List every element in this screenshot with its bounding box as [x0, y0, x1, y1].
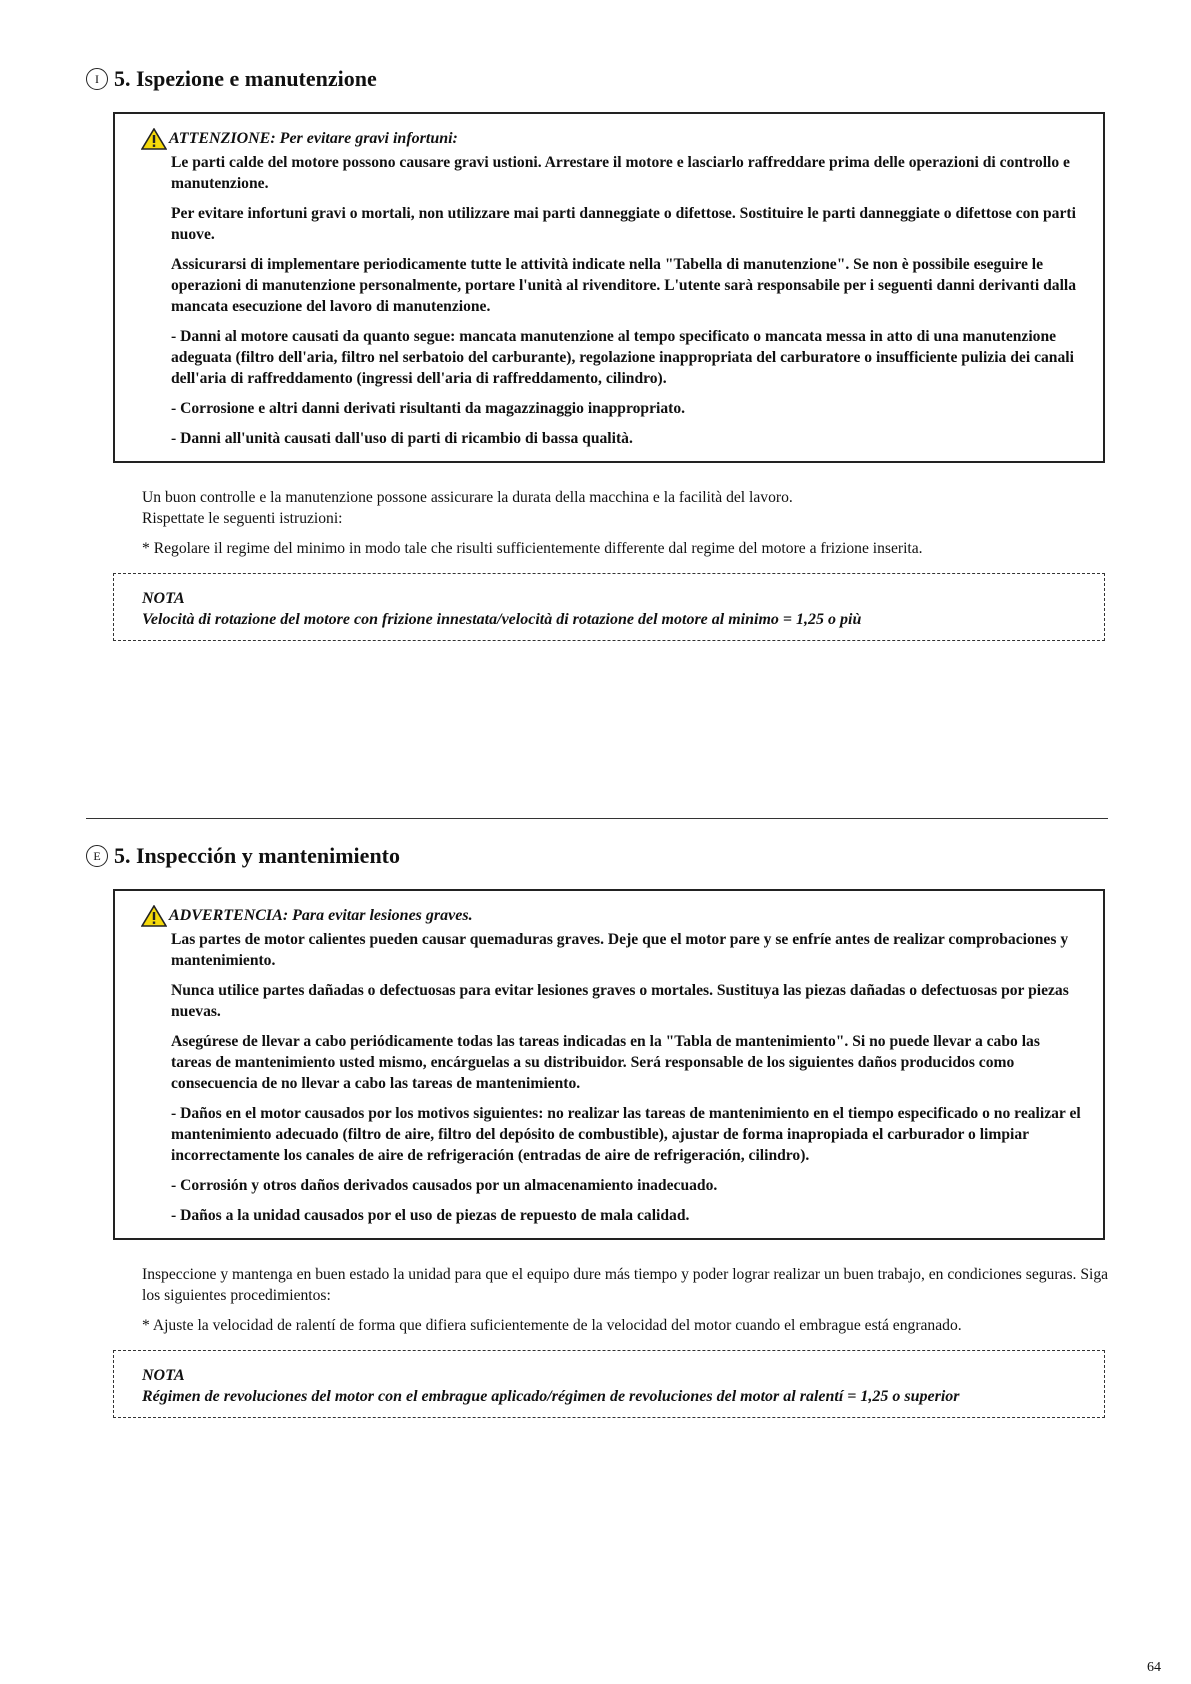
- warning-box: [113, 889, 1105, 1240]
- warning-paragraph: Assicurarsi di implementare periodicamente tutte le attività indicate nella "Tabella di manutenzione". Se non è possibile eseguire le operazioni di manutenzione personalmente, portare l'unità al rivenditore. L'utente sarà responsabile per i seguenti danni derivanti dalla mancata esecuzione del lavoro di manutenzione.: [171, 256, 1077, 315]
- warning-label: ADVERTENCIA: Para evitar lesiones graves.: [169, 907, 473, 924]
- warning-header: [141, 905, 1083, 927]
- warning-label: ATTENZIONE: Per evitare gravi infortuni:: [169, 130, 458, 147]
- note-text: Velocità di rotazione del motore con frizione innestata/velocità di rotazione del motore al minimo = 1,25 o più: [142, 611, 862, 628]
- warning-paragraph: - Corrosione e altri danni derivati risultanti da magazzinaggio inappropriato.: [171, 400, 686, 417]
- warning-triangle-icon: [141, 905, 167, 927]
- warning-paragraph: Le parti calde del motore possono causare gravi ustioni. Arrestare il motore e lasciarlo raffreddare prima delle operazioni di controllo e manutenzione.: [171, 154, 1070, 192]
- warning-paragraph: Las partes de motor calientes pueden causar quemaduras graves. Deje que el motor pare y se enfríe antes de realizar comprobaciones y mantenimiento.: [171, 931, 1069, 969]
- section-spanish: [86, 841, 1110, 1418]
- page-title: 5. Inspección y mantenimiento: [114, 843, 400, 868]
- body-text: [142, 1264, 1110, 1336]
- note-box: [113, 573, 1105, 641]
- intro-text: [142, 487, 1110, 529]
- warning-triangle-icon: [141, 128, 167, 150]
- instruction-text: * Regolare il regime del minimo in modo tale che risulti sufficientemente differente dal regime del motore a frizione inserita.: [142, 540, 923, 557]
- intro-line: Un buon controlle e la manutenzione possone assicurare la durata della macchina e la facilità del lavoro.: [142, 489, 793, 506]
- warning-paragraph: - Danni all'unità causati dall'uso di parti di ricambio di bassa qualità.: [171, 430, 633, 447]
- language-badge: I: [86, 68, 108, 90]
- warning-box: [113, 112, 1105, 463]
- warning-paragraph: - Danni al motore causati da quanto segue: mancata manutenzione al tempo specificato o mancata messa in atto di una manutenzione adeguata (filtro dell'aria, filtro nel serbatoio del carburante), regolazione inappropriata del carburatore o insufficiente pulizia dei canali dell'aria di raffreddamento (ingressi dell'aria di raffreddamento, cilindro).: [171, 328, 1074, 387]
- warning-paragraph: Per evitare infortuni gravi o mortali, non utilizzare mai parti danneggiate o difettose. Sostituire le parti danneggiate o difettose con parti nuove.: [171, 205, 1076, 243]
- warning-header: [141, 128, 1083, 150]
- page-title: 5. Ispezione e manutenzione: [114, 66, 377, 91]
- section-heading: [86, 64, 1110, 94]
- warning-paragraph: - Corrosión y otros daños derivados causados por un almacenamiento inadecuado.: [171, 1177, 718, 1194]
- section-italian: [86, 64, 1110, 641]
- section-divider: [86, 818, 1108, 819]
- language-badge: E: [86, 845, 108, 867]
- page-number: 64: [1147, 1660, 1161, 1675]
- intro-line: Rispettate le seguenti istruzioni:: [142, 510, 343, 527]
- warning-paragraph: Nunca utilice partes dañadas o defectuosas para evitar lesiones graves o mortales. Sustituya las piezas dañadas o defectuosas por piezas nuevas.: [171, 982, 1069, 1020]
- note-text: Régimen de revoluciones del motor con el embrague aplicado/régimen de revoluciones del motor al ralentí = 1,25 o superior: [142, 1388, 960, 1405]
- body-text: [142, 487, 1110, 559]
- instruction-text: * Ajuste la velocidad de ralentí de forma que difiera suficientemente de la velocidad del motor cuando el embrague está engranado.: [142, 1317, 962, 1334]
- warning-paragraph: Asegúrese de llevar a cabo periódicamente todas las tareas indicadas en la "Tabla de mantenimiento". Si no puede llevar a cabo las tareas de mantenimiento usted mismo, encárguelas a su distribuidor. Será responsable de los siguientes daños producidos como consecuencia de no llevar a cabo las tareas de mantenimiento.: [171, 1033, 1040, 1092]
- warning-paragraph: - Daños a la unidad causados por el uso de piezas de repuesto de mala calidad.: [171, 1207, 690, 1224]
- intro-text: Inspeccione y mantenga en buen estado la unidad para que el equipo dure más tiempo y poder lograr realizar un buen trabajo, en condiciones seguras. Siga los siguientes procedimientos:: [142, 1266, 1109, 1304]
- warning-paragraph: - Daños en el motor causados por los motivos siguientes: no realizar las tareas de mantenimiento en el tiempo especificado o no realizar el mantenimiento adecuado (filtro de aire, filtro del depósito de combustible), ajustar de forma inapropiada el carburador o limpiar incorrectamente los canales de aire de refrigeración (entradas de aire de refrigeración, cilindro).: [171, 1105, 1081, 1164]
- section-heading: [86, 841, 1110, 871]
- note-box: [113, 1350, 1105, 1418]
- note-title: NOTA: [142, 590, 185, 607]
- note-title: NOTA: [142, 1367, 185, 1384]
